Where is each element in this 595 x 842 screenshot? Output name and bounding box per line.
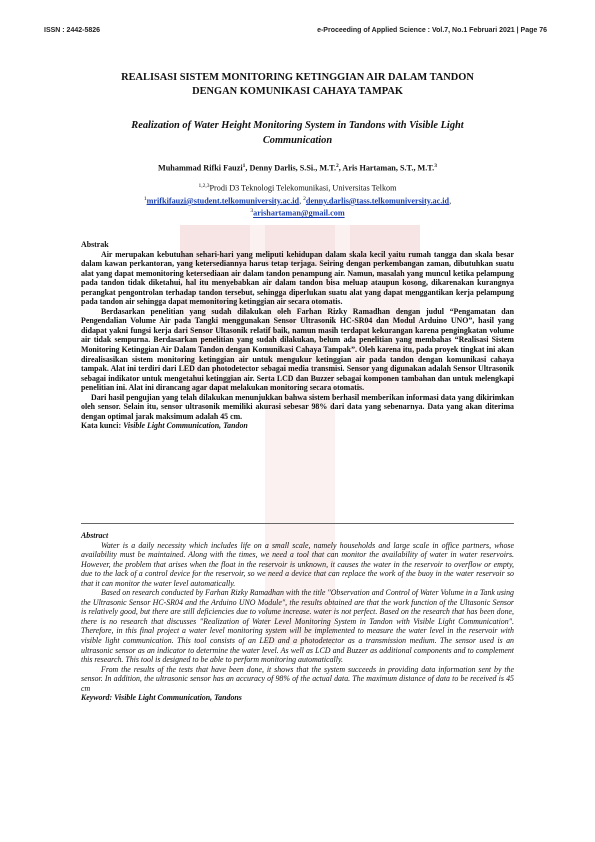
author-list: Muhammad Rifki Fauzi$^1$, Denny Darlis, S.Si., M.T.$^2$, Aris Hartaman, S.T., M.T.$^3$: [158, 163, 437, 173]
title-en-line-1: Realization of Water Height Monitoring System in Tandons with Visible Light: [131, 120, 464, 131]
title-id-line-2: DENGAN KOMUNIKASI CAHAYA TAMPAK: [192, 86, 403, 97]
author-2-sup: 2: [336, 163, 339, 169]
abstrak-heading: Abstrak: [81, 240, 109, 249]
header-issn: ISSN : 2442-5826: [44, 27, 101, 34]
section-divider: [81, 523, 514, 524]
abstract-kw-value: Visible Light Communication, Tandons: [114, 693, 242, 703]
author-1: Muhammad Rifki Fauzi: [158, 163, 243, 173]
email-link-1[interactable]: mrifkifauzi@student.telkomuniversity.ac.id: [146, 196, 300, 206]
title-id-line-1: REALISASI SISTEM MONITORING KETINGGIAN AIR DALAM TANDON: [121, 72, 474, 83]
header-journal-info: e-Proceeding of Applied Science : Vol.7, No.1 Februari 2021 | Page 76: [317, 27, 547, 34]
author-3-sup: 3: [434, 163, 437, 169]
abstract-paragraph-3: From the results of the tests that have been done, it shows that the system succeeds in providing data information sent by the sensor. In addition, the ultrasonic sensor has an accuracy of 98% of the actual data. The maximum distance of data to be received is 45 cm: [81, 664, 514, 693]
abstract-paragraph-1: Water is a daily necessity which includes life on a small scale, namely households and large scale in office partners, whose availability must be maintained. Along with the times, we need a tool that can monitor the availability of water in water reservoirs. However, the problem that arises when the float in the reservoir is unknown, it causes the water in the reservoir to overflow or empty, due to the lack of a control device for the reservoir, so we need a device that can replace the work of the buoy in the water reservoir so that it can monitor the water level automatically.: [81, 540, 514, 588]
abstrak-keywords: [81, 421, 514, 431]
abstrak-paragraph-1: Air merupakan kebutuhan sehari-hari yang meliputi kehidupan dalam skala kecil yaitu rumah tangga dan skala besar dalam kawan perkantoran, yang ketersediannya harus tetap terjaga. Seiring dengan perkembangan zaman, dibutuhkan suatu alat yang dapat memonitoring ketersediaan air dalam tandon penampung air. Namun, masalah yang muncul ketika pelampung pada tandon tidak diketahui, hal itu menyebabkan air dalam tandon bisa meluap ataupun kosong, dikarenakan kurangnya perangkat pengontrolan terhadap tandon tersebut, sehingga diperlukan suatu alat yang dapat menggantikan kerja pelampung pada tandon air sehingga dapat memonitoring ketinggian air secara otomatis.: [81, 249, 514, 307]
title-en-line-2: Communication: [262, 135, 333, 146]
abstrak-section: [81, 240, 514, 431]
abstract-paragraph-2: Based on research conducted by Farhan Rizky Ramadhan with the title "Observation and Control of Water Volume in a Tank using the Ultrasonic Sensor HC-SR04 and the Arduino UNO Module", the results obtained are that the work function of the Ultasonic Sensor is relatively good, but there are still deficiencies due to volume increase. water is not perfect. Based on the research that has been done, there is no research that discusses "Realization of Water Level Monitoring System in Tandon with Visible Light Communication". Therefore, in this final project a water level monitoring system will be implemented to measure the water level in the reservoir with visible light communication. This tool consists of an LED and a photodetector as a transmission medium. The sensor used is an ultrasonic sensor as an indicator to determine the water level. As well as LCD and Buzzer as additional components and to complement this research. This tool is designed to be able to perform monitoring automatically.: [81, 588, 514, 665]
author-2: Denny Darlis, S.Si., M.T.: [249, 163, 336, 173]
affiliation-sup: 1,2,3: [198, 183, 210, 189]
abstract-heading: Abstract: [81, 531, 109, 540]
paper-title-en: [90, 118, 505, 148]
email-1-sup: 1: [143, 195, 147, 202]
affiliation-block: $^{1,2,3}$Prodi D3 Teknologi Telekomunikasi, Universitas Telkom $^1$mrifkifauzi@student.telkomuniversity.ac.id, $^2$denny.darlis@tass.telkomuniversity.ac.id, $^3$arishartaman@gmail.com: [143, 183, 452, 219]
abstrak-paragraph-2: Berdasarkan penelitian yang sudah dilakukan oleh Farhan Rizky Ramadhan dengan judul “Pengamatan dan Pengendalian Volume Air pada Tangki menggunakan Sensor Ultrasonik HC-SR04 dan Modul Arduino UNO”, hasil yang didapat yakni fungsi kerja dari Sensor Ultasonik relatif baik, namun masih terdapat kekurangan karena pengingkatan volume air tidak sempurna. Berdasarkan penelitian yang sudah dilakukan, belum ada penelitian yang membahas “Realisasi Sistem Monitoring Ketinggian Air Dalam Tandon dengan Komunikasi Cahaya Tampak”. Oleh karena itu, pada proyek tingkat ini akan direalisasikan sistem monitoring ketinggian air untuk mengukur ketinggian air pada tandon dengan komunikasi cahaya tampak. Alat ini terdiri dari LED dan photodetector sebagai media transmisi. Sensor yang digunakan adalah Sensor Ultrasonik sebagai indikator untuk mengetahui ketinggian air. Serta LCD dan Buzzer sebagai komponen tambahan dan untuk melengkapi penelitian ini. Alat ini dirancang agar dapat melakukan monitoring secara otomatis.: [81, 306, 514, 393]
email-link-2[interactable]: denny.darlis@tass.telkomuniversity.ac.id: [305, 196, 450, 206]
email-link-3[interactable]: arishartaman@gmail.com: [253, 209, 345, 219]
abstract-kw-label: Keyword:: [81, 693, 113, 703]
author-3: Aris Hartaman, S.T., M.T.: [342, 163, 435, 173]
abstract-keywords: [81, 693, 514, 703]
email-3-sup: 3: [250, 208, 254, 215]
author-1-sup: 1: [242, 163, 246, 169]
abstrak-kw-label: Kata kunci:: [81, 421, 122, 431]
abstrak-paragraph-3: Dari hasil pengujian yang telah dilakukan menunjukkan bahwa sistem berhasil memberikan informasi data yang dikirimkan oleh sensor. Selain itu, sensor ultrasonik memiliki akurasi sebesar 98% dari data yang sebenarnya. Data yang akan diterima dengan optimal jarak maksimum adalah 45 cm.: [81, 392, 514, 421]
affiliation-text: Prodi D3 Teknologi Telekomunikasi, Universitas Telkom: [209, 183, 397, 193]
paper-title-id: [80, 71, 515, 99]
abstrak-kw-value: Visible Light Communication, Tandon: [123, 421, 248, 431]
email-2-sup: 2: [303, 195, 306, 202]
abstract-section: [81, 531, 514, 703]
